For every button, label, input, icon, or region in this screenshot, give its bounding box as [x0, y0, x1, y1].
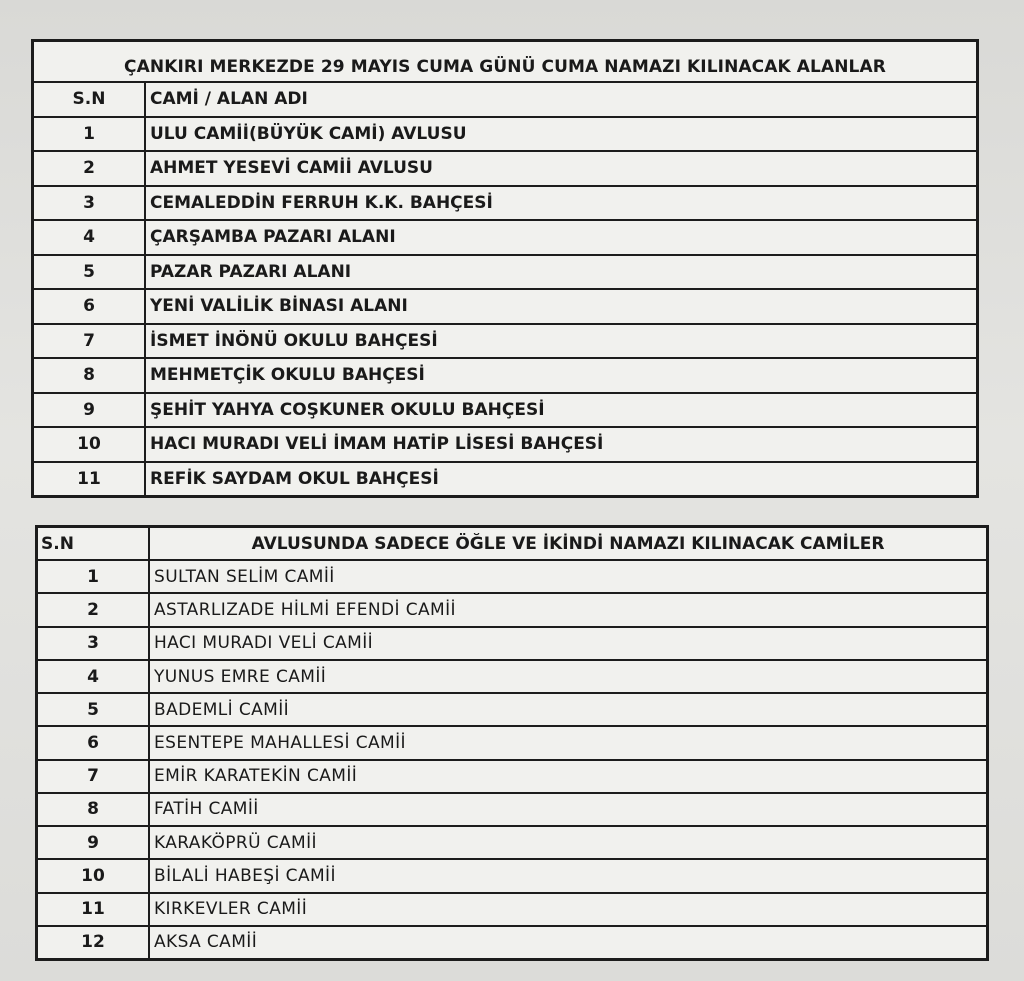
row-name: MEHMETÇİK OKULU BAHÇESİ [150, 365, 425, 386]
row-name: HACI MURADI VELİ İMAM HATİP LİSESİ BAHÇESİ [150, 434, 604, 455]
row-name: PAZAR PAZARI ALANI [150, 261, 352, 282]
table-row [38, 860, 986, 893]
table-row [34, 463, 976, 496]
row-sn: 10 [38, 860, 150, 891]
row-sn: 3 [38, 628, 150, 659]
table-row [38, 694, 986, 727]
row-sn: 4 [38, 661, 150, 692]
row-name: BADEMLİ CAMİİ [154, 699, 290, 720]
row-sn: 9 [38, 827, 150, 858]
mosques-rows [38, 528, 986, 958]
table-row [38, 727, 986, 760]
row-sn: 6 [34, 290, 146, 323]
row-name: ASTARLIZADE HİLMİ EFENDİ CAMİİ [154, 600, 456, 621]
row-name: İSMET İNÖNÜ OKULU BAHÇESİ [150, 330, 438, 351]
table-row [38, 794, 986, 827]
row-sn: 10 [34, 428, 146, 461]
table-row [38, 761, 986, 794]
row-name: EMİR KARATEKİN CAMİİ [154, 766, 358, 787]
row-sn: 5 [34, 256, 146, 289]
table-row [34, 428, 976, 463]
row-sn: 11 [34, 463, 146, 496]
row-sn: 12 [38, 927, 150, 958]
table-title-row [34, 42, 976, 83]
row-name: BİLALİ HABEŞİ CAMİİ [154, 865, 336, 886]
table-row [34, 118, 976, 153]
table-row [34, 187, 976, 222]
row-name: ÇARŞAMBA PAZARI ALANI [150, 227, 396, 248]
row-sn: 2 [34, 152, 146, 185]
table-row [34, 221, 976, 256]
table-row [38, 594, 986, 627]
row-name: YUNUS EMRE CAMİİ [154, 666, 327, 687]
mosques-table [35, 525, 989, 961]
row-name: ŞEHİT YAHYA COŞKUNER OKULU BAHÇESİ [150, 399, 545, 420]
table-row [38, 661, 986, 694]
table-row [38, 827, 986, 860]
table-row [34, 152, 976, 187]
row-sn: 11 [38, 894, 150, 925]
row-name: AHMET YESEVİ CAMİİ AVLUSU [150, 158, 433, 179]
row-sn: 6 [38, 727, 150, 758]
row-sn: 7 [34, 325, 146, 358]
row-sn: 3 [34, 187, 146, 220]
row-name: ESENTEPE MAHALLESİ CAMİİ [154, 733, 406, 754]
table-row [34, 256, 976, 291]
table-row [34, 394, 976, 429]
row-name: SULTAN SELİM CAMİİ [154, 566, 335, 587]
table-row [34, 290, 976, 325]
table-row [38, 927, 986, 958]
table-header-row [34, 83, 976, 118]
row-sn: 2 [38, 594, 150, 625]
row-sn: 8 [38, 794, 150, 825]
header-sn: S.N [34, 83, 146, 116]
row-sn: 5 [38, 694, 150, 725]
row-sn: 9 [34, 394, 146, 427]
header-name: CAMİ / ALAN ADI [150, 89, 308, 110]
row-sn: 4 [34, 221, 146, 254]
table-header-row [38, 528, 986, 561]
row-sn: 8 [34, 359, 146, 392]
row-sn: 7 [38, 761, 150, 792]
row-name: REFİK SAYDAM OKUL BAHÇESİ [150, 468, 439, 489]
row-name: CEMALEDDİN FERRUH K.K. BAHÇESİ [150, 192, 493, 213]
header-name: AVLUSUNDA SADECE ÖĞLE VE İKİNDİ NAMAZI KILINACAK CAMİLER [251, 533, 885, 554]
prayer-areas-rows [34, 83, 976, 495]
row-sn: 1 [34, 118, 146, 151]
table-row [34, 359, 976, 394]
table-row [38, 561, 986, 594]
row-name: KARAKÖPRÜ CAMİİ [154, 832, 317, 853]
row-name: HACI MURADI VELİ CAMİİ [154, 633, 374, 654]
row-name: AKSA CAMİİ [154, 932, 258, 953]
prayer-areas-table [31, 39, 979, 498]
table-row [38, 894, 986, 927]
table-row [38, 628, 986, 661]
row-name: ULU CAMİİ(BÜYÜK CAMİ) AVLUSU [150, 123, 467, 144]
header-sn: S.N [38, 528, 150, 559]
row-name: FATİH CAMİİ [154, 799, 259, 820]
row-name: YENİ VALİLİK BİNASI ALANI [150, 296, 408, 317]
table-row [34, 325, 976, 360]
row-name: KIRKEVLER CAMİİ [154, 899, 308, 920]
row-sn: 1 [38, 561, 150, 592]
table-title: ÇANKIRI MERKEZDE 29 MAYIS CUMA GÜNÜ CUMA NAMAZI KILINACAK ALANLAR [124, 57, 886, 77]
